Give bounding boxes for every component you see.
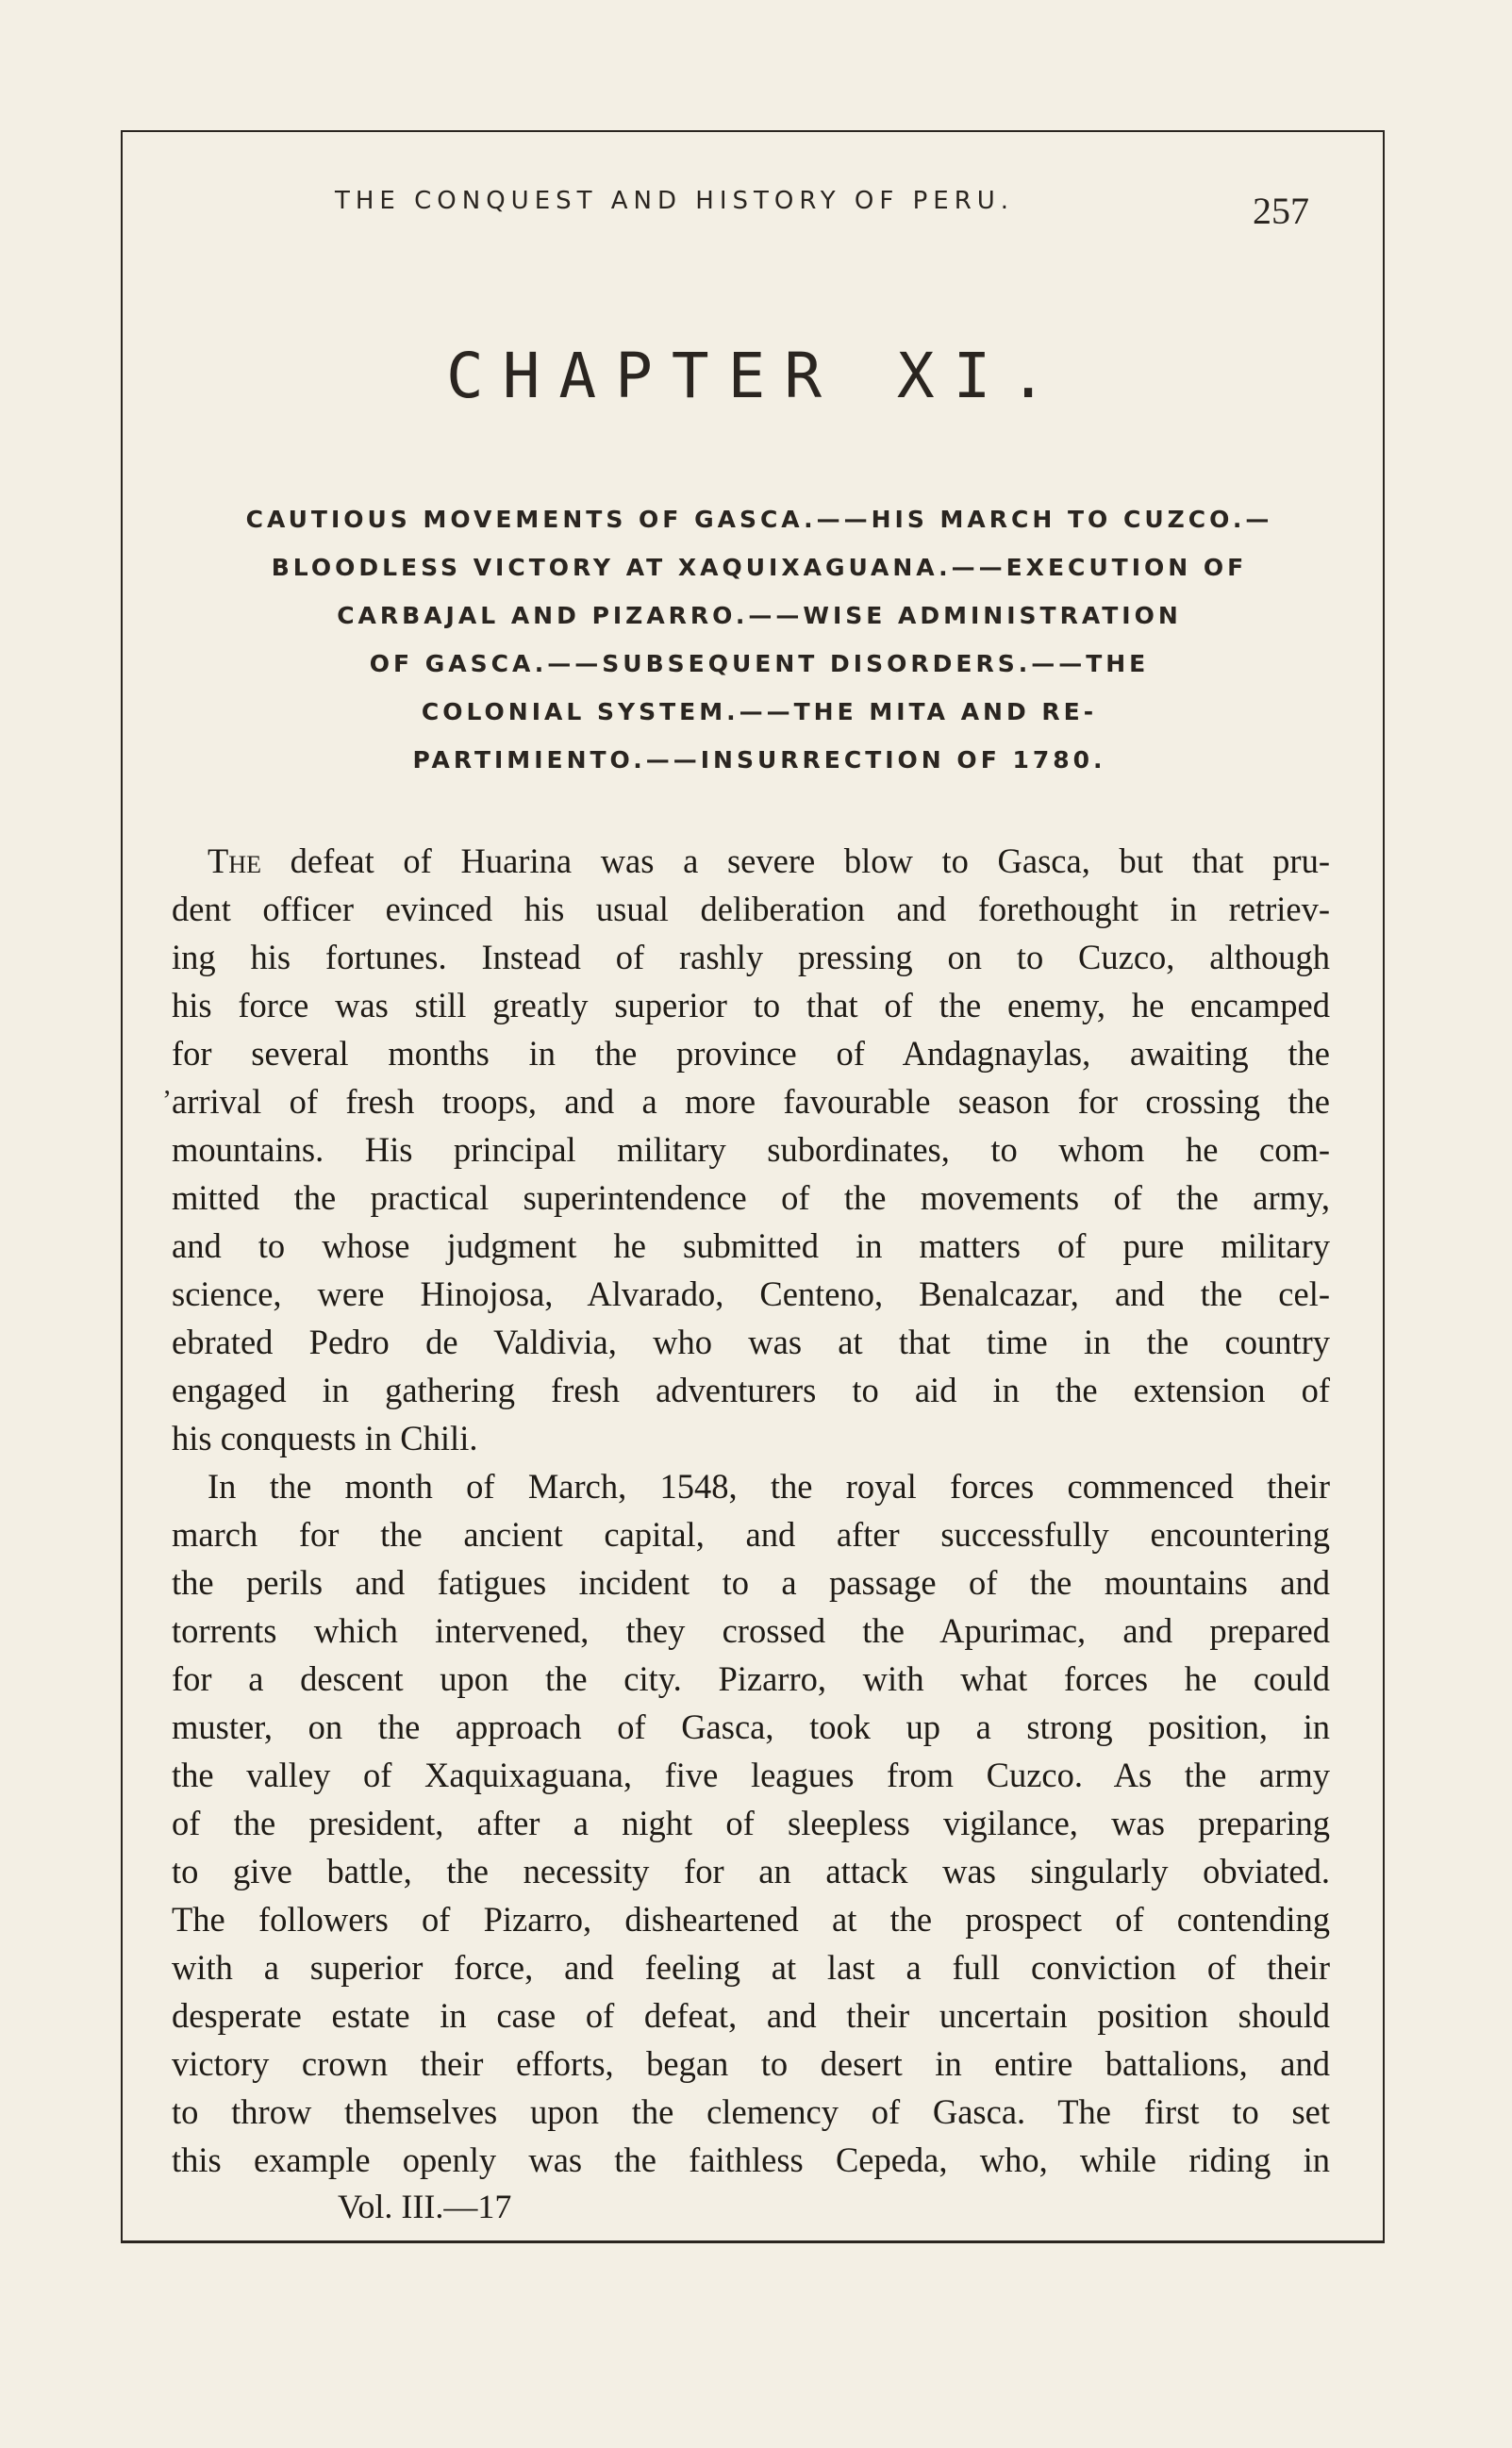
text-line: The defeat of Huarina was a severe blow to Gasca, but that pru- xyxy=(208,841,1330,880)
text-line: to give battle, the necessity for an attack was singularly obviated. xyxy=(172,1852,1330,1890)
text-line: science, were Hinojosa, Alvarado, Centeno, Benalcazar, and the cel- xyxy=(172,1274,1330,1313)
summary-line: PARTIMIENTO.——INSURRECTION OF 1780. xyxy=(412,746,1106,774)
text-line: The followers of Pizarro, disheartened at the prospect of contending xyxy=(172,1900,1330,1939)
summary-line: BLOODLESS VICTORY AT XAQUIXAGUANA.——EXECUTION OF xyxy=(271,554,1248,581)
running-head: THE CONQUEST AND HISTORY OF PERU. xyxy=(335,187,1015,215)
paragraph-2 xyxy=(172,1462,1330,2184)
summary-line: COLONIAL SYSTEM.——THE MITA AND RE- xyxy=(421,698,1098,725)
text-line: his conquests in Chili. xyxy=(172,1419,478,1457)
text-line: mountains. His principal military subordinates, to whom he com- xyxy=(172,1130,1330,1169)
text-line: In the month of March, 1548, the royal forces commenced their xyxy=(208,1467,1330,1506)
text-line: torrents which intervened, they crossed the Apurimac, and prepared xyxy=(172,1611,1330,1650)
text-line: engaged in gathering fresh adventurers to aid in the extension of xyxy=(172,1371,1330,1409)
text-line: ing his fortunes. Instead of rashly pressing on to Cuzco, although xyxy=(172,938,1330,976)
page-number: 257 xyxy=(1253,190,1309,232)
text-line: the perils and fatigues incident to a passage of the mountains and xyxy=(172,1563,1330,1602)
paragraph-1 xyxy=(172,837,1330,1462)
body-text xyxy=(172,837,1330,2184)
text-line: dent officer evinced his usual deliberation and forethought in retriev- xyxy=(172,890,1330,928)
summary-line: OF GASCA.——SUBSEQUENT DISORDERS.——THE xyxy=(369,650,1150,677)
text-line: victory crown their efforts, began to desert in entire battalions, and xyxy=(172,2044,1330,2083)
signature-mark: Vol. III.—17 xyxy=(338,2188,512,2225)
margin-mark: ʼ xyxy=(162,1085,172,1116)
chapter-title: CHAPTER XI. xyxy=(445,340,1067,412)
text-line: of the president, after a night of sleepless vigilance, was preparing xyxy=(172,1804,1330,1842)
text-line: arrival of fresh troops, and a more favourable season for crossing the xyxy=(172,1082,1330,1121)
text-line: for several months in the province of Andagnaylas, awaiting the xyxy=(172,1034,1330,1073)
chapter-summary xyxy=(170,495,1349,784)
drop-word: The xyxy=(208,841,261,880)
text-line: with a superior force, and feeling at last a full conviction of their xyxy=(172,1948,1330,1987)
text-line: his force was still greatly superior to that of the enemy, he encamped xyxy=(172,986,1330,1024)
text-line: mitted the practical superintendence of the movements of the army, xyxy=(172,1178,1330,1217)
text-line: to throw themselves upon the clemency of Gasca. The first to set xyxy=(172,2092,1330,2131)
text-line: for a descent upon the city. Pizarro, with what forces he could xyxy=(172,1659,1330,1698)
summary-line: CAUTIOUS MOVEMENTS OF GASCA.——HIS MARCH TO CUZCO.— xyxy=(245,506,1273,533)
text-line: muster, on the approach of Gasca, took up a strong position, in xyxy=(172,1707,1330,1746)
text-line: desperate estate in case of defeat, and their uncertain position should xyxy=(172,1996,1330,2035)
text-line: and to whose judgment he submitted in matters of pure military xyxy=(172,1226,1330,1265)
text-line: march for the ancient capital, and after successfully encountering xyxy=(172,1515,1330,1554)
text-line: this example openly was the faithless Cepeda, who, while riding in xyxy=(172,2140,1330,2179)
text-line: ebrated Pedro de Valdivia, who was at that time in the country xyxy=(172,1323,1330,1361)
text-line: the valley of Xaquixaguana, five leagues from Cuzco. As the army xyxy=(172,1756,1330,1794)
summary-line: CARBAJAL AND PIZARRO.——WISE ADMINISTRATION xyxy=(337,602,1182,629)
